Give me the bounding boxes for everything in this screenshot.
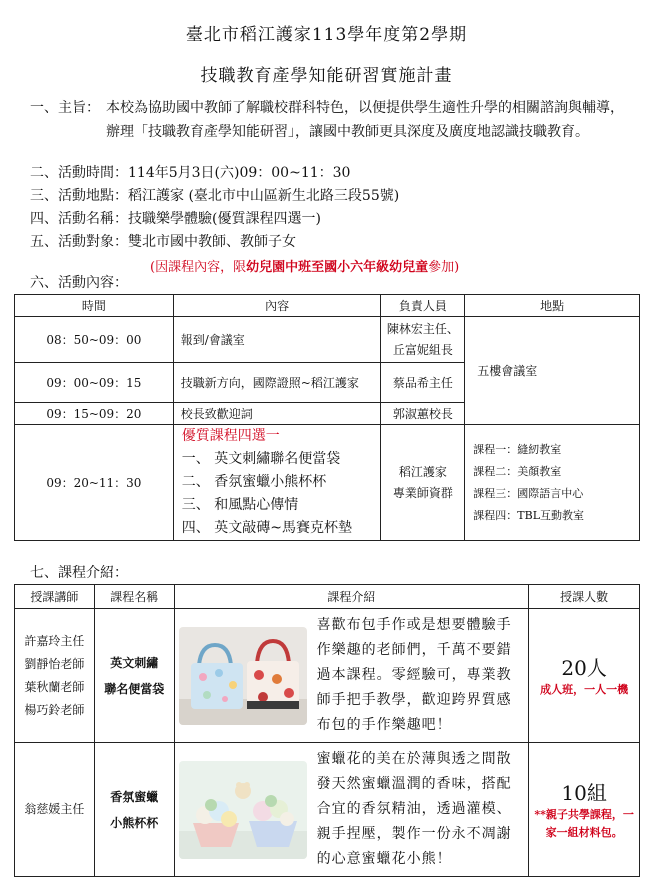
schedule-staff [381,425,465,541]
course-capacity [529,743,640,877]
wax-bear-cups-photo [179,761,307,859]
course-options-title: 優質課程四選一 [181,428,280,444]
course-name-line: 香氛蜜蠟 [110,789,159,804]
header-content: 內容 [173,295,381,317]
schedule-content: 校長致歡迎詞 [173,403,381,425]
course-options [173,425,381,541]
course-description [174,609,529,743]
note-prefix: (因課程內容，限 [150,260,247,275]
page-title-school: 臺北市稻江護家113學年度第2學期 [185,25,468,45]
header-teacher: 授課講師 [15,585,95,609]
course-desc-text: 喜歡布包手作或是想要體驗手作樂趣的老師們，千萬不要錯過本課程。零經驗可，專業教師手把手教學，歡迎跨界質感布包的手作樂趣吧！ [316,617,512,733]
schedule-row [15,317,640,363]
purpose-section [30,96,630,144]
event-place: 三、活動地點：稻江護家 (臺北市中山區新生北路三段55號) [30,188,400,204]
header-staff: 負責人員 [381,295,465,317]
teacher-name: 葉秋蘭老師 [24,679,85,694]
staff-line: 丘富妮組長 [392,342,453,357]
course-room: 課程四：TBL互動教室 [473,508,585,522]
staff-line: 陳林宏主任、 [386,321,459,336]
course-desc-text: 蜜蠟花的美在於薄與透之間散發天然蜜蠟溫潤的香味，搭配合宜的香氛精油，透過灌模、親手捏壓，製作一份永不凋謝的心意蜜蠟花小熊！ [316,751,512,867]
teacher-name: 楊巧鈴老師 [24,702,85,717]
header-location: 地點 [465,295,640,317]
intro-header-row [15,585,640,609]
event-time: 二、活動時間：114年5月3日(六)09：00~11：30 [30,165,351,181]
schedule-time: 09：20~11：30 [15,425,174,541]
purpose-text: 本校為協助國中教師了解職校群科特色，以便提供學生適性升學的相關諮詢與輔導，辦理「技職教育產學知能研習」，讓國中教師更具深度及廣度地認識技職教育。 [106,100,624,140]
course-name-line: 小熊杯杯 [110,815,159,830]
schedule-time: 08：50~09：00 [15,317,174,363]
course-name-line: 聯名便當袋 [104,681,165,696]
schedule-header-row [15,295,640,317]
schedule-staff: 蔡品希主任 [381,363,465,403]
schedule-time: 09：15~09：20 [15,403,174,425]
intro-row [15,743,640,877]
staff-line: 稻江護家 [398,464,447,479]
capacity-value: 10組 [561,781,607,805]
schedule-staff: 郭淑蕙校長 [381,403,465,425]
course-option: 二、 香氛蜜蠟小熊杯杯 [181,474,327,490]
capacity-note: 成人班，一人一機 [540,683,629,696]
header-course-desc: 課程介紹 [174,585,529,609]
intro-row [15,609,640,743]
course-room: 課程三：國際語言中心 [473,486,584,500]
teacher-name: 許嘉玲主任 [24,633,85,648]
capacity-note: **親子共學課程，一家一組材料包。 [534,808,634,839]
course-teachers [15,743,95,877]
course-name-line: 英文刺繡 [110,655,159,670]
course-name [94,609,174,743]
course-description [174,743,529,877]
teacher-name: 劉靜怡老師 [24,656,85,671]
schedule-time: 09：00~09：15 [15,363,174,403]
purpose-label: 一、主旨： [30,100,100,116]
course-option: 三、 和風點心傳情 [181,497,299,513]
schedule-table [14,294,640,541]
schedule-course-row [15,425,640,541]
course-intro-label: 七、課程介紹： [30,565,128,581]
schedule-content: 報到/會議室 [173,317,381,363]
course-option: 四、 英文敲磚~馬賽克杯墊 [181,520,352,536]
event-target: 五、活動對象：雙北市國中教師、教師子女 [30,234,296,250]
header-time: 時間 [15,295,174,317]
note-highlight: 幼兒園中班至國小六年級幼兒童 [246,260,429,275]
course-intro-table [14,584,640,877]
course-room: 課程一：縫紉教室 [473,442,562,456]
tote-bags-photo [179,627,307,725]
schedule-location-merged: 五樓會議室 [465,317,640,425]
course-teachers [15,609,95,743]
course-name [94,743,174,877]
course-capacity [529,609,640,743]
header-course-name: 課程名稱 [94,585,174,609]
note-suffix: 參加) [428,260,460,275]
course-option: 一、 英文刺繡聯名便當袋 [181,451,341,467]
course-rooms [465,425,640,541]
capacity-value: 20人 [561,656,607,680]
content-label: 六、活動內容： [30,275,128,291]
course-room: 課程二：美顏教室 [473,464,562,478]
page-title-plan: 技職教育產學知能研習實施計畫 [200,66,453,86]
schedule-staff [381,317,465,363]
schedule-content: 技職新方向，國際證照~稻江護家 [173,363,381,403]
age-limit-note [150,256,459,275]
event-name: 四、活動名稱：技職樂學體驗(優質課程四選一) [30,211,321,227]
header-capacity: 授課人數 [529,585,640,609]
teacher-name: 翁慈媛主任 [24,802,85,816]
staff-line: 專業師資群 [392,485,453,500]
